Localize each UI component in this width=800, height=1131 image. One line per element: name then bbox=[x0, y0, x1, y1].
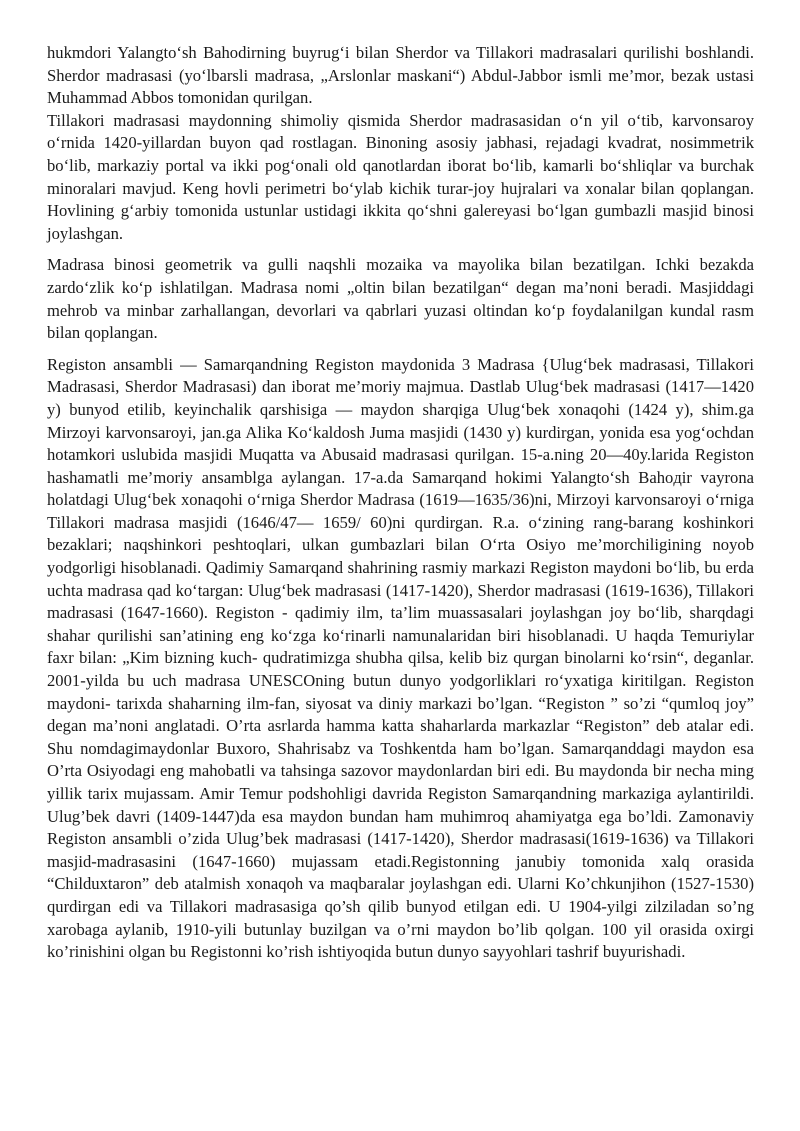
paragraph-tillakori-architecture: Tillakori madrasasi maydonning shimoliy qismida Sherdor madrasasidan o‘n yil o‘tib, karvonsaroy o‘rnida 1420-yillardan buyon qad rostlagan. Binoning asosiy jabhasi, rejadagi kvadrat, nosimmetrik bo‘lib, markaziy portal va ikki pog‘onali old qanotlardan iborat bo‘lib, kamarli bo‘shliqlar va burchak minoralari mavjud. Keng hovli perimetri bo‘ylab kichik turar-joy hujralari va xonalar bilan qoplangan. Hovlining g‘arbiy tomonida ustunlar ustidagi ikkita qo‘shni galereyasi bo‘lgan gumbazli masjid binosi joylashgan. bbox=[47, 110, 754, 243]
document-page bbox=[47, 42, 754, 964]
paragraph-tillakori-decoration: Madrasa binosi geometrik va gulli naqshli mozaika va mayolika bilan bezatilgan. Ichki bezakda zardo‘zlik ko‘p ishlatilgan. Madrasa nomi „oltin bilan bezatilgan“ degan ma’noni beradi. Masjiddagi mehrob va minbar zarhallangan, devorlari va qabrlari yuzasi oltindan ko‘p foydalanilgan kundal rasm bilan qoplangan. bbox=[47, 255, 754, 343]
paragraph-sherdor-construction: hukmdori Yalangto‘sh Bahodirning buyrug‘i bilan Sherdor va Tillakori madrasalari qurilishi boshlandi. Sherdor madrasasi (yo‘lbarsli madrasa, „Arslonlar maskani“) Abdul-Jabbor ismli me’mor, bezak ustasi Muhammad Abbos tomonidan qurilgan. bbox=[47, 43, 754, 108]
paragraph-registon-ensemble: Registon ansambli — Samarqandning Registon maydonida 3 Madrasa {Ulug‘bek madrasasi, Tillakori Madrasasi, Sherdor Madrasasi) dan iborat me’moriy majmua. Dastlab Ulug‘bek madrasasi (1417—1420 y) bunyod etilib, keyinchalik qarshisiga — maydon sharqiga Ulug‘bek xonaqohi (1424 y), shim.ga Mirzoyi karvonsaroyi, jan.ga Alika Ko‘kaldosh Juma masjidi (1430 y) kurdirgan, yonida esa yog‘ochdan hotamkori uslubida masjidi Muqatta va Abusaid madrasasi qurilgan. 15-a.ning 20—40y.larida Registon hashamatli me’moriy ansamblga aylangan. 17-a.da Samarqand hokimi Yalangto‘sh Bahoдir vayrona holatdagi Ulug‘bek xonaqohi o‘rniga Sherdor Madrasa (1619—1635/36)ni, Mirzoyi karvonsaroyi o‘rniga Tillakori madrasa masjidi (1646/47— 1659/ 60)ni qurdirgan. R.a. o‘zining rang-barang koshinkori bezaklari; naqshinkori peshtoqlari, ulkan gumbazlari bilan O‘rta Osiyo me’morchiligining noyob yodgorligi hisoblanadi. Qadimiy Samarqand shahrining rasmiy markazi Registon maydoni bo‘lib, bu erda uchta madrasa qad ko‘targan: Ulug‘bek madrasasi (1417-1420), Sherdor madrasasi (1619-1636), Tillakori madrasasi (1647-1660). Registon - qadimiy ilm, ta’lim muassasalari joylashgan joy bo‘lib, sharqdagi shahar qurilishi san’atining eng ko‘zga ko‘rinarli namunalaridan biri hisoblanadi. U haqda Temuriylar faxr bilan: „Kim bizning kuch- qudratimizga shubha qilsa, kelib biz qurgan binolarni ko‘rsin“, deganlar. 2001-yilda bu uch madrasa UNESCOning butun dunyo yodgorliklari ro‘yxatiga kiritilgan. Registon maydoni- tarixda shaharning ilm-fan, siyosat va diniy markazi bo’lgan. “Registon ” so’zi “qumloq joy” degan ma’noni anglatadi. O’rta asrlarda hamma katta shaharlarda markazlar “Registon” deb atalar edi. Shu nomdagimaydonlar Buxoro, Shahrisabz va Toshkentda ham bo’lgan. Samarqanddagi maydon esa O’rta Osiyodagi eng mahobatli va tahsinga sazovor maydonlardan biri edi. Bu maydonda bir necha ming yillik tarix mujassam. Amir Temur podshohligi davrida Registon Samarqandning markaziga aylantirildi. Ulug’bek davri (1409-1447)da esa maydon bundan ham muhimroq ahamiyatga ega bo’ldi. Zamonaviy Registon ansambli o’zida Ulug’bek madrasasi (1417-1420), Sherdor madrasasi(1619-1636) va Tillakori masjid-madrasasini (1647-1660) mujassam etadi.Registonning janubiy tomonida xalq orasida “Childuxtaron” deb atalmish xonaqoh va maqbaralar joylashgan edi. Ularni Ko’chkunjihon (1527-1530) qurdirgan edi va Tillakori madrasasiga qo’sh qilib bunyod etilgan edi. U 1904-yilgi zilziladan so’ng xarobaga aylanib, 1910-yili butunlay buzilgan va o’rni maydon bo’lib qolgan. 100 yil orasida oxirgi ko’rinishini olgan bu Registonni ko’rish ishtiyoqida butun dunyo sayyohlari tashrif buyurishadi. bbox=[47, 354, 754, 962]
